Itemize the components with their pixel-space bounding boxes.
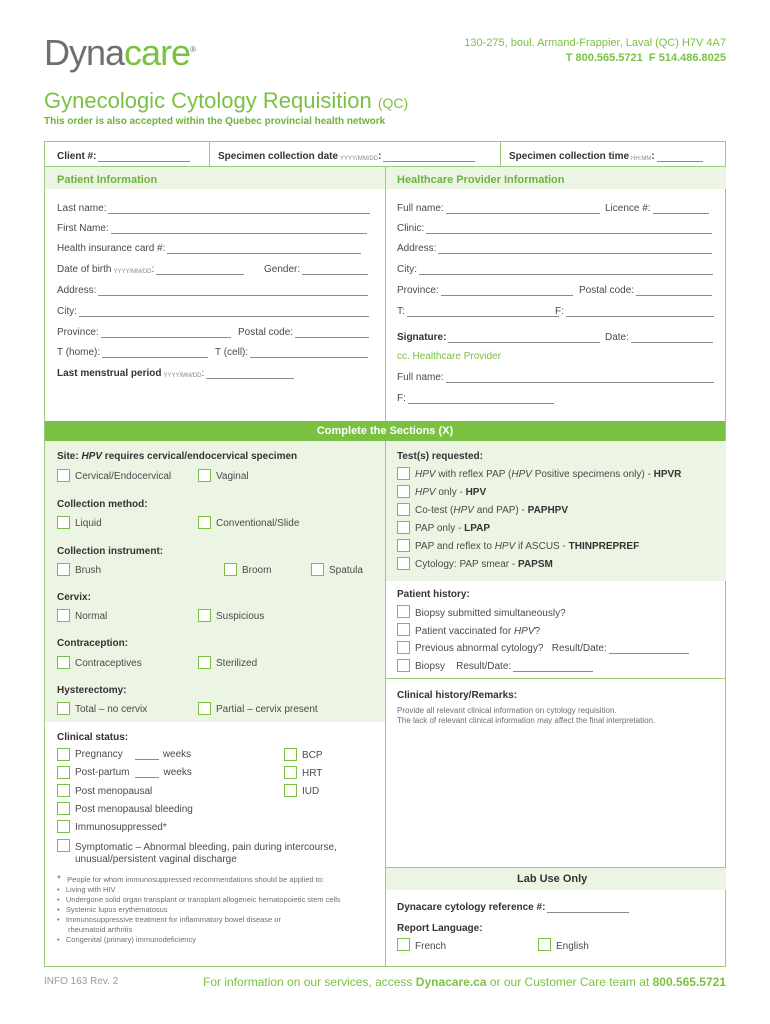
- sterilized-label: Sterilized: [216, 658, 258, 669]
- dob-label: Date of birth: [57, 264, 112, 275]
- dob-format: YYYY/MM/DD: [113, 269, 152, 275]
- note-item-text: rheumatoid arthritis: [68, 925, 133, 934]
- note-item-text: Undergone solid organ transplant or transplant allogeneic hematopoietic stem cells: [65, 895, 341, 904]
- hpv-code: HPV: [465, 487, 487, 498]
- postpartum-field[interactable]: [75, 767, 192, 778]
- signature-label: Signature:: [397, 332, 447, 343]
- patient-home-phone-field[interactable]: [57, 347, 208, 358]
- hysterectomy-partial-checkbox[interactable]: [198, 702, 211, 715]
- lpap-code: LPAP: [464, 523, 491, 534]
- pregnancy-label: Pregnancy: [75, 749, 123, 760]
- specimen-time-field[interactable]: Specimen collection time HH:MM :: [509, 151, 703, 162]
- test-hpvr-label: [415, 469, 681, 480]
- complete-sections-bar: Complete the Sections (X): [45, 421, 725, 441]
- cotest-text: Co-test (: [415, 505, 454, 516]
- pmb-label: Post menopausal bleeding: [75, 804, 193, 815]
- method-liquid-checkbox[interactable]: [57, 516, 70, 529]
- iud-label: IUD: [302, 786, 320, 797]
- vaccinated-label: [415, 626, 540, 637]
- site-vaginal-label: Vaginal: [216, 471, 249, 482]
- health-card-label: Health insurance card #:: [57, 243, 166, 254]
- site-label: [57, 451, 297, 462]
- patient-first-name-field[interactable]: [57, 223, 367, 234]
- symptomatic-label-2: unusual/persistent vaginal discharge: [75, 854, 237, 865]
- bcp-label: BCP: [302, 750, 323, 761]
- contraceptives-checkbox[interactable]: [57, 656, 70, 669]
- method-slide-checkbox[interactable]: [198, 516, 211, 529]
- note-item: • Congenital (primary) immunodeficiency: [57, 935, 196, 944]
- hysterectomy-partial-label: Partial – cervix present: [216, 704, 318, 715]
- title-main: Gynecologic Cytology Requisition: [44, 88, 372, 113]
- test-hpv-label: [415, 487, 486, 498]
- provider-date-field[interactable]: [605, 332, 713, 343]
- instrument-brush-label: Brush: [75, 565, 102, 576]
- note-item: • Living with HIV: [57, 885, 116, 894]
- biopsy-label: Biopsy: [415, 661, 446, 672]
- clinical-status-label: Clinical status:: [57, 732, 129, 743]
- customer-care-phone: 800.565.5721: [652, 975, 726, 989]
- patient-cell-phone-field[interactable]: [215, 347, 368, 358]
- specimen-date-format: YYYY/MM/DD: [340, 156, 379, 162]
- postmenopausal-label: Post menopausal: [75, 786, 153, 797]
- patient-gender-field[interactable]: [264, 264, 368, 275]
- patient-address-label: Address:: [57, 285, 97, 296]
- vacc-hpv: HPV: [513, 626, 535, 637]
- contraceptives-label: Contraceptives: [75, 658, 142, 669]
- cervix-normal-label: Normal: [75, 611, 108, 622]
- clinic-label: Clinic:: [397, 223, 425, 234]
- symptomatic-checkbox[interactable]: [57, 839, 70, 852]
- biopsy-field[interactable]: [415, 661, 593, 672]
- patient-postal-label: Postal code:: [238, 327, 294, 338]
- cc-fax-label: F:: [397, 393, 406, 404]
- fax-number: 514.486.8025: [658, 52, 726, 64]
- phone-number: 800.565.5721: [575, 52, 643, 64]
- hrt-checkbox[interactable]: [284, 766, 297, 779]
- patient-city-field[interactable]: [57, 306, 369, 317]
- note-heading: * People for whom immunosuppressed recommendations should be applied to:: [57, 874, 324, 885]
- provider-name-label: Full name:: [397, 203, 444, 214]
- hpvr-text: with reflex PAP (: [438, 469, 512, 480]
- fax-f: F: [648, 52, 656, 64]
- patient-city-label: City:: [57, 306, 77, 317]
- thinprep-text-2: if ASCUS -: [518, 541, 566, 552]
- biopsy-simultaneous-label: Biopsy submitted simultaneously?: [415, 608, 566, 619]
- provider-signature-field[interactable]: [397, 332, 600, 343]
- pregnancy-checkbox[interactable]: [57, 748, 70, 761]
- biopsy-checkbox[interactable]: [397, 659, 410, 672]
- postpartum-label: Post-partum: [75, 767, 130, 778]
- provider-province-label: Province:: [397, 285, 439, 296]
- pregnancy-field[interactable]: [75, 749, 191, 760]
- specimen-time-format: HH:MM: [631, 156, 652, 162]
- french-label: French: [415, 941, 447, 952]
- test-hpv-checkbox[interactable]: [397, 485, 410, 498]
- papsm-text: Cytology: PAP smear -: [415, 559, 516, 570]
- collection-instrument-label: Collection instrument:: [57, 546, 164, 557]
- biopsy-simultaneous-checkbox[interactable]: [397, 605, 410, 618]
- remarks-hint: [397, 706, 655, 726]
- cc-fax-field[interactable]: [397, 393, 554, 404]
- lmp-label: Last menstrual period: [57, 368, 162, 379]
- cervix-label: Cervix:: [57, 592, 91, 603]
- page-subtitle: This order is also accepted within the Quebec provincial health network: [44, 116, 386, 127]
- cervix-suspicious-label: Suspicious: [216, 611, 265, 622]
- footer-info: [203, 975, 726, 989]
- specimen-date-label: Specimen collection date: [218, 151, 339, 162]
- immunosuppressed-checkbox[interactable]: [57, 820, 70, 833]
- biopsy-result-label: Result/Date:: [456, 661, 512, 672]
- patient-province-field[interactable]: [57, 327, 231, 338]
- site-title: Site:: [57, 451, 79, 462]
- note-item-text: Living with HIV: [65, 885, 116, 894]
- provider-licence-field[interactable]: [605, 203, 709, 214]
- test-cotest-checkbox[interactable]: [397, 503, 410, 516]
- test-lpap-checkbox[interactable]: [397, 521, 410, 534]
- lmp-format: YYYY/MM/DD: [163, 373, 202, 379]
- instrument-brush-checkbox[interactable]: [57, 563, 70, 576]
- site-requirement: requires cervical/endocervical specimen: [104, 451, 298, 462]
- english-label: English: [556, 941, 589, 952]
- reference-label: Dynacare cytology reference #:: [397, 902, 546, 913]
- pmb-checkbox[interactable]: [57, 802, 70, 815]
- hysterectomy-total-label: Total – no cervix: [75, 704, 148, 715]
- test-hpvr-checkbox[interactable]: [397, 467, 410, 480]
- collection-method-label: Collection method:: [57, 499, 148, 510]
- client-field[interactable]: [57, 151, 190, 162]
- cervix-suspicious-checkbox[interactable]: [198, 609, 211, 622]
- bcp-checkbox[interactable]: [284, 748, 297, 761]
- papsm-code: PAPSM: [518, 559, 553, 570]
- vacc-text: Patient vaccinated for: [415, 626, 512, 637]
- specimen-time-label: Specimen collection time: [509, 151, 630, 162]
- title-suffix: (QC): [377, 95, 409, 111]
- instrument-broom-label: Broom: [242, 565, 272, 576]
- logo-care: care: [124, 32, 191, 73]
- contraception-label: Contraception:: [57, 638, 129, 649]
- note-head-text: People for whom immunosuppressed recommendations should be applied to:: [67, 875, 324, 884]
- postpartum-weeks: weeks: [163, 767, 192, 778]
- provider-full-name-field[interactable]: [397, 203, 600, 214]
- logo-dyna: Dyna: [44, 32, 125, 73]
- note-item-text: Immunosuppressive treatment for inflammatory bowel disease or: [65, 915, 281, 924]
- instrument-spatula-label: Spatula: [329, 565, 363, 576]
- vacc-q: ?: [534, 626, 541, 637]
- logo-registered: ®: [190, 45, 195, 54]
- test-papsm-label: [415, 559, 553, 570]
- provider-fax-label: F:: [555, 306, 564, 317]
- test-papsm-checkbox[interactable]: [397, 557, 410, 570]
- report-language-label: Report Language:: [397, 923, 483, 934]
- hpvr-text-2: Positive specimens only) -: [534, 469, 651, 480]
- clinical-remarks-label: Clinical history/Remarks:: [397, 690, 518, 701]
- remarks-hint-1: Provide all relevant clinical information on cytology requisition.: [397, 706, 617, 715]
- cc-name-label: Full name:: [397, 372, 444, 383]
- patient-health-card-field[interactable]: [57, 243, 361, 254]
- previous-abnormal-field[interactable]: [415, 643, 689, 654]
- requisition-form: [44, 141, 726, 967]
- note-item: [57, 925, 341, 935]
- immunosuppressed-note: [57, 875, 341, 945]
- cytology-reference-field[interactable]: [397, 902, 629, 913]
- lab-use-only: Lab Use Only: [517, 873, 588, 885]
- cotest-code: PAPHPV: [527, 505, 569, 516]
- site-cervical-checkbox[interactable]: [57, 469, 70, 482]
- lab-address: [464, 36, 726, 66]
- hysterectomy-label: Hysterectomy:: [57, 685, 127, 696]
- prev-abn-label: Previous abnormal cytology?: [415, 643, 544, 654]
- provider-city-label: City:: [397, 264, 417, 275]
- patient-dob-field[interactable]: Date of birth YYYY/MM/DD :: [57, 264, 244, 275]
- client-label: Client #:: [57, 151, 97, 162]
- first-name-label: First Name:: [57, 223, 109, 234]
- provider-address-label: Address:: [397, 243, 437, 254]
- note-item-text: Systemic lupus erythematosus: [65, 905, 168, 914]
- patient-last-name-field[interactable]: [57, 203, 370, 214]
- hrt-label: HRT: [302, 768, 323, 779]
- patient-history-label: Patient history:: [397, 589, 470, 600]
- thinprep-text: PAP and reflex to: [415, 541, 492, 552]
- provider-province-field[interactable]: [397, 285, 573, 296]
- lmp-field[interactable]: Last menstrual period YYYY/MM/DD :: [57, 368, 294, 379]
- previous-abnormal-checkbox[interactable]: [397, 641, 410, 654]
- provider-postal-label: Postal code:: [579, 285, 635, 296]
- prev-result-label: Result/Date:: [551, 643, 607, 654]
- remarks-hint-2: The lack of relevant clinical information may affect the final interpretation.: [397, 716, 656, 725]
- form-revision: INFO 163 Rev. 2: [44, 976, 119, 987]
- cotest-text-2: and PAP) -: [476, 505, 525, 516]
- cervix-normal-checkbox[interactable]: [57, 609, 70, 622]
- dynacare-website-link[interactable]: Dynacare.ca: [415, 975, 487, 989]
- home-phone-label: T (home):: [57, 347, 101, 358]
- note-item-text: Congenital (primary) immunodeficiency: [65, 935, 196, 944]
- gender-label: Gender:: [264, 264, 301, 275]
- symptomatic-label-1: Symptomatic – Abnormal bleeding, pain during intercourse,: [75, 842, 337, 853]
- vaccinated-checkbox[interactable]: [397, 623, 410, 636]
- instrument-broom-checkbox[interactable]: [224, 563, 237, 576]
- note-item: • Systemic lupus erythematosus: [57, 905, 168, 914]
- test-cotest-label: [415, 505, 568, 516]
- cell-phone-label: T (cell):: [215, 347, 249, 358]
- french-checkbox[interactable]: [397, 938, 410, 951]
- patient-address-field[interactable]: [57, 285, 368, 296]
- specimen-date-field[interactable]: Specimen collection date YYYY/MM/DD :: [218, 151, 475, 162]
- site-cervical-label: Cervical/Endocervical: [75, 471, 172, 482]
- english-checkbox[interactable]: [538, 938, 551, 951]
- pregnancy-weeks: weeks: [162, 749, 192, 760]
- provider-city-field[interactable]: [397, 264, 713, 275]
- provider-address-field[interactable]: [397, 243, 712, 254]
- patient-postal-field[interactable]: [238, 327, 369, 338]
- cc-provider-label: cc. Healthcare Provider: [397, 351, 501, 362]
- dynacare-logo: [44, 30, 195, 73]
- cotest-hpv: HPV: [453, 505, 474, 516]
- provider-date-label: Date:: [605, 332, 629, 343]
- provider-postal-field[interactable]: [579, 285, 712, 296]
- test-lpap-label: [415, 523, 490, 534]
- provider-phone-field[interactable]: [397, 306, 559, 317]
- tests-requested-label: Test(s) requested:: [397, 451, 483, 462]
- provider-fax-field[interactable]: [555, 306, 714, 317]
- hpvr-hpv: HPV: [415, 469, 436, 480]
- contact-numbers: [464, 51, 726, 66]
- site-hpv: HPV: [81, 451, 103, 462]
- footer-text-b: or our Customer Care team at: [489, 975, 650, 989]
- thinprep-hpv: HPV: [494, 541, 516, 552]
- hpv-hpv: HPV: [415, 487, 436, 498]
- licence-label: Licence #:: [605, 203, 651, 214]
- method-liquid-label: Liquid: [75, 518, 102, 529]
- hpvr-code: HPVR: [653, 469, 682, 480]
- iud-checkbox[interactable]: [284, 784, 297, 797]
- patient-info-heading: Patient Information: [57, 174, 158, 186]
- lpap-text: PAP only -: [415, 523, 462, 534]
- instrument-spatula-checkbox[interactable]: [311, 563, 324, 576]
- address-line: 130-275, boul. Armand-Frappier, Laval (QC) H7V 4A7: [464, 37, 726, 49]
- hysterectomy-total-checkbox[interactable]: [57, 702, 70, 715]
- footer-text-a: For information on our services, access: [203, 975, 413, 989]
- cc-full-name-field[interactable]: [397, 372, 714, 383]
- page-title: [44, 88, 408, 114]
- postpartum-checkbox[interactable]: [57, 766, 70, 779]
- sterilized-checkbox[interactable]: [198, 656, 211, 669]
- provider-clinic-field[interactable]: [397, 223, 712, 234]
- immunosuppressed-label: Immunosuppressed*: [75, 822, 167, 833]
- site-vaginal-checkbox[interactable]: [198, 469, 211, 482]
- provider-phone-label: T:: [397, 306, 405, 317]
- hpvr-hpv-2: HPV: [511, 469, 532, 480]
- provider-info-heading: Healthcare Provider Information: [397, 174, 565, 186]
- test-thinprep-checkbox[interactable]: [397, 539, 410, 552]
- test-thinprep-label: [415, 541, 639, 552]
- patient-province-label: Province:: [57, 327, 99, 338]
- note-item: • Undergone solid organ transplant or transplant allogeneic hematopoietic stem cells: [57, 895, 341, 904]
- hpv-text: only -: [438, 487, 463, 498]
- phone-t: T: [565, 52, 573, 64]
- thinprep-code: THINPREPREF: [568, 541, 640, 552]
- last-name-label: Last name:: [57, 203, 107, 214]
- postmenopausal-checkbox[interactable]: [57, 784, 70, 797]
- note-item: • Immunosuppressive treatment for inflammatory bowel disease or: [57, 915, 281, 924]
- method-slide-label: Conventional/Slide: [216, 518, 300, 529]
